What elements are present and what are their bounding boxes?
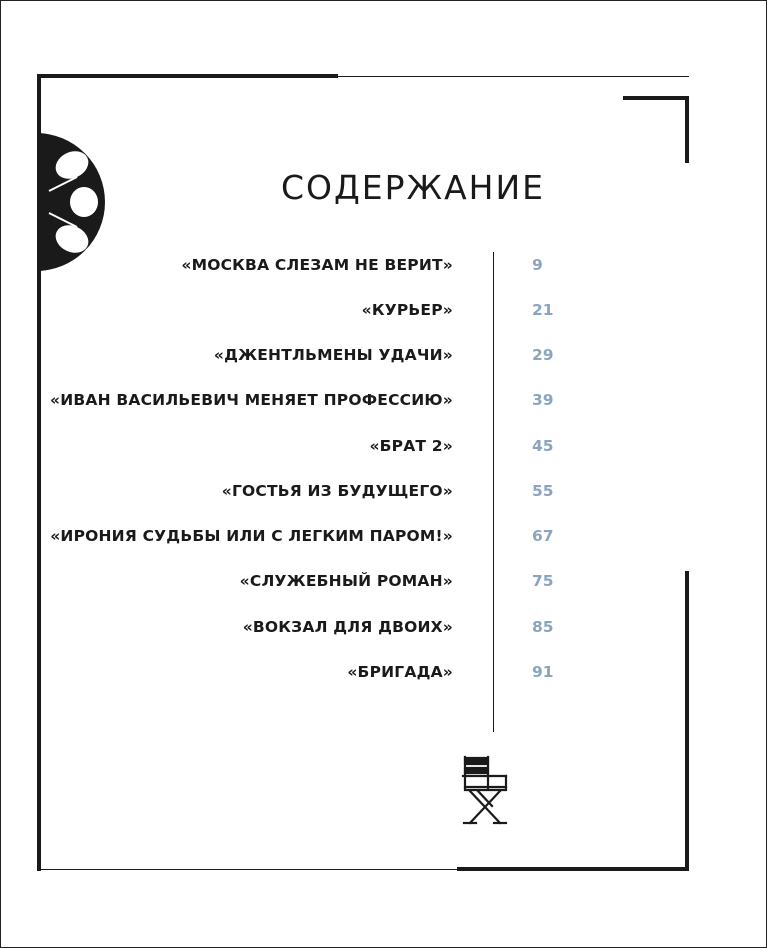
toc-row[interactable] (0, 256, 767, 280)
toc-entry-page: 85 (532, 618, 554, 636)
toc-entry-page: 39 (532, 391, 554, 409)
toc-row[interactable] (0, 437, 767, 461)
toc-entry-title: «КУРЬЕР» (361, 301, 453, 319)
toc-entry-page: 29 (532, 346, 554, 364)
frame-bottom-thin (37, 869, 457, 870)
toc-row[interactable] (0, 527, 767, 551)
toc-entry-title: «ИВАН ВАСИЛЬЕВИЧ МЕНЯЕТ ПРОФЕССИЮ» (50, 391, 453, 409)
toc-entry-page: 9 (532, 256, 543, 274)
toc-entry-title: «ДЖЕНТЛЬМЕНЫ УДАЧИ» (213, 346, 453, 364)
frame-right-lower (685, 571, 689, 871)
toc-entry-page: 21 (532, 301, 554, 319)
toc-entry-title: «ГОСТЬЯ ИЗ БУДУЩЕГО» (221, 482, 453, 500)
toc-row[interactable] (0, 301, 767, 325)
toc-entry-title: «МОСКВА СЛЕЗАМ НЕ ВЕРИТ» (181, 256, 453, 274)
toc-entry-title: «ВОКЗАЛ ДЛЯ ДВОИХ» (242, 618, 453, 636)
frame-bottom-thick (457, 867, 689, 871)
toc-row[interactable] (0, 482, 767, 506)
frame-top-thick (37, 74, 338, 78)
toc-row[interactable] (0, 663, 767, 687)
toc-row[interactable] (0, 618, 767, 642)
toc-entry-page: 67 (532, 527, 554, 545)
page-title: СОДЕРЖАНИЕ (280, 168, 546, 208)
frame-top-thin (338, 76, 689, 77)
toc-entry-page: 55 (532, 482, 554, 500)
toc-row[interactable] (0, 391, 767, 415)
toc-row[interactable] (0, 346, 767, 370)
director-chair-icon (460, 754, 512, 826)
toc-entry-title: «БРИГАДА» (347, 663, 453, 681)
toc-entry-page: 91 (532, 663, 554, 681)
toc-entry-title: «БРАТ 2» (369, 437, 453, 455)
toc-entry-page: 75 (532, 572, 554, 590)
corner-top-vertical (685, 96, 689, 163)
toc-row[interactable] (0, 572, 767, 596)
toc-entry-page: 45 (532, 437, 554, 455)
corner-top-horizontal (623, 96, 689, 100)
toc-entry-title: «СЛУЖЕБНЫЙ РОМАН» (239, 572, 453, 590)
toc-entry-title: «ИРОНИЯ СУДЬБЫ ИЛИ С ЛЕГКИМ ПАРОМ!» (50, 527, 453, 545)
